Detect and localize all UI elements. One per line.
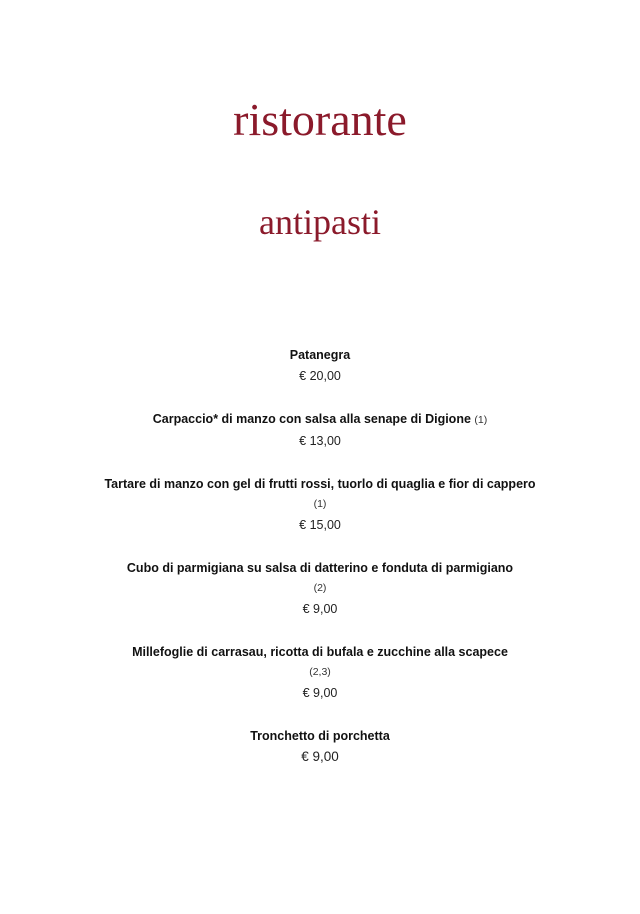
allergen-note: (2) [313,582,327,594]
dish-name: Millefoglie di carrasau, ricotta di bufala e zucchine alla scapece (2,3) [132,645,508,678]
allergen-note: (2,3) [309,666,331,678]
dish-price: € 20,00 [299,369,341,383]
dish-price: € 9,00 [301,749,339,764]
menu-item [120,346,520,386]
menu-list [104,346,536,791]
dish-price: € 13,00 [299,434,341,448]
restaurant-title: ristorante [233,94,407,145]
section-title: antipasti [259,202,381,242]
menu-item [100,475,540,535]
menu-item [120,559,520,619]
allergen-note: (1) [313,498,327,510]
dish-price: € 9,00 [302,686,338,700]
dish-name: Patanegra [289,348,351,362]
menu-item [120,643,520,703]
dish-name: Tartare di manzo con gel di frutti rossi, tuorlo di quaglia e fior di cappero (1) [104,477,536,510]
dish-price: € 15,00 [299,518,341,532]
dish-name: Tronchetto di porchetta [250,729,390,743]
allergen-note: (1) [474,414,488,426]
menu-item [120,727,520,767]
dish-name: Cubo di parmigiana su salsa di datterino e fonduta di parmigiano (2) [126,561,514,594]
dish-name: Carpaccio* di manzo con salsa alla senape di Digione (1) [152,412,488,426]
menu-item [100,410,540,451]
dish-price: € 9,00 [302,602,338,616]
